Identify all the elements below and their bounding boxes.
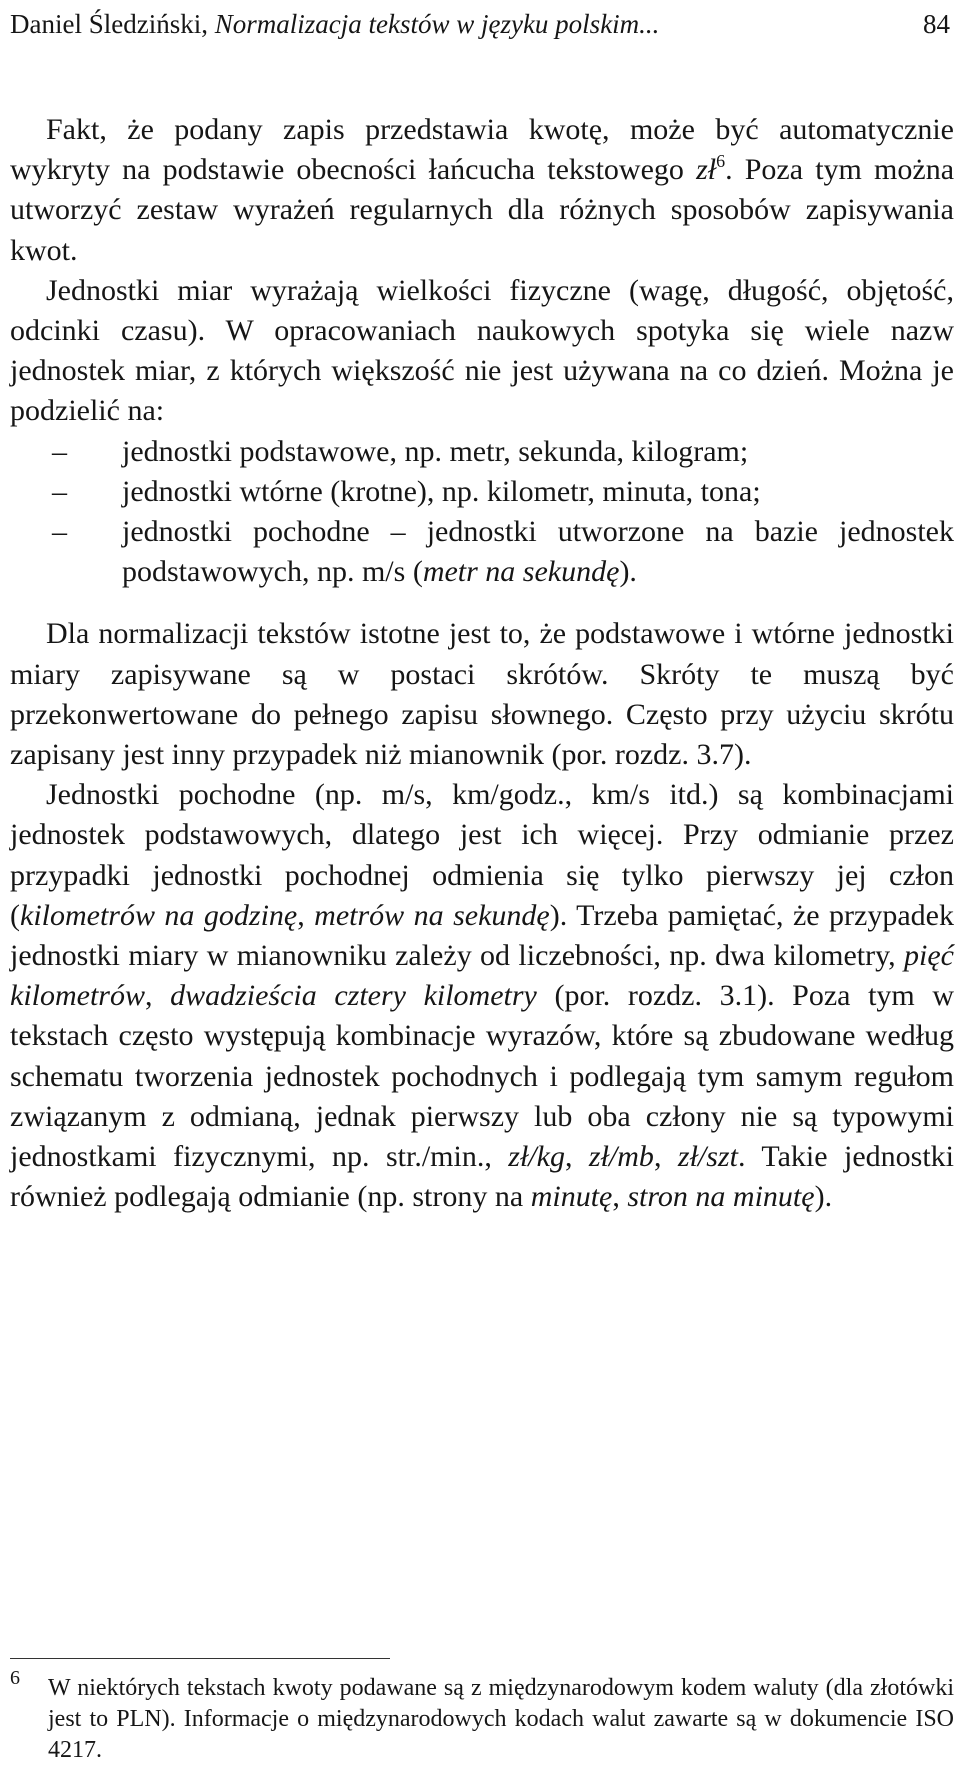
footnote xyxy=(10,1667,954,1766)
italic-example: stron na minutę xyxy=(627,1180,815,1214)
footnote-text: W niektórych tekstach kwoty podawane są z międzynarodowym kodem waluty (dla złotówki jest to PLN). Informacje o międzynarodowych kodach walut zawarte są w dokumencie ISO 4217. xyxy=(48,1675,954,1763)
unit-types-list xyxy=(10,432,954,593)
paragraph-text: . Poza tym można utworzyć zestaw wyrażeń regularnych dla różnych sposobów zapisywania kwot. xyxy=(10,153,955,267)
italic-example: metrów na sekundę xyxy=(314,898,550,932)
paragraph-derived-units xyxy=(10,775,954,1217)
footnote-reference[interactable]: 6 xyxy=(716,151,726,172)
paragraph-text: (por. rozdz. 3.1). Poza tym w tekstach często występują kombinacje wyrazów, które są zbudowane według schematu tworzenia jednostek pochodnych i podlegają tym samym regułom związanym z odmianą, jednak pierwszy lub oba człony nie są typowymi jednostkami fizycznymi, np. str./min., xyxy=(10,979,954,1174)
italic-example: kilometrów na godzinę xyxy=(20,898,298,932)
footnote-number: 6 xyxy=(10,1667,20,1689)
italic-example: zł/kg xyxy=(508,1140,565,1174)
list-item-text: jednostki pochodne – jednostki utworzone na bazie jednostek podstawowych, np. m/s ( xyxy=(122,515,954,589)
paragraph-text: ). Trzeba pamiętać, że przypadek jednostki miary w mianowniku zależy od liczebności, np. dwa kilometry, xyxy=(10,898,954,973)
paragraph-text: Jednostki pochodne (np. m/s, km/godz., km/s itd.) są kombinacjami jednostek podstawowych, dlatego jest ich więcej. Przy odmianie przez przypadki jednostki pochodnej odmienia się tylko pierwszy jej człon ( xyxy=(10,778,954,932)
currency-symbol: zł xyxy=(696,153,717,187)
paragraph-text: , xyxy=(297,898,315,932)
header-citation xyxy=(10,4,659,44)
list-item xyxy=(122,512,954,592)
paragraph-text: , xyxy=(145,979,171,1013)
list-item: – jednostki podstawowe, np. metr, sekunda, kilogram; xyxy=(122,432,954,472)
paragraph-text: Fakt, że podany zapis przedstawia kwotę, może być automatycznie wykryty na podstawie obecności łańcucha tekstowego xyxy=(10,113,954,187)
paragraph-text: , xyxy=(653,1140,678,1174)
running-header xyxy=(10,4,950,44)
italic-example: pięć kilometrów xyxy=(10,939,954,1013)
paragraph-units-intro: Jednostki miar wyrażają wielkości fizyczne (wagę, długość, objętość, odcinki czasu). W opracowaniach naukowych spotyka się wiele nazw jednostek miar, z których większość nie jest używana na co dzień. Można je podzielić na: xyxy=(10,273,954,428)
body-text xyxy=(10,110,954,1217)
paragraph-currency xyxy=(10,110,954,271)
paragraph-text: , xyxy=(612,1180,628,1214)
list-item: – jednostki wtórne (krotne), np. kilometr, minuta, tona; xyxy=(122,472,954,512)
italic-example: dwadzieścia cztery kilometry xyxy=(170,979,537,1013)
paragraph-text: . Takie jednostki również podlegają odmianie (np. strony na xyxy=(10,1140,955,1214)
header-title: Normalizacja tekstów w języku polskim... xyxy=(214,9,660,39)
footnote-divider xyxy=(10,1658,390,1659)
page-number: 84 xyxy=(923,9,950,39)
italic-example: metr na sekundę xyxy=(422,555,620,589)
list-item-text: ). xyxy=(619,555,637,589)
paragraph-text: , xyxy=(564,1140,589,1174)
paragraph-text: ). xyxy=(814,1180,833,1214)
italic-example: zł/mb xyxy=(588,1140,654,1174)
italic-example: minutę xyxy=(530,1180,613,1214)
header-author: Daniel Śledziński, xyxy=(10,9,208,39)
paragraph-abbreviations: Dla normalizacji tekstów istotne jest to, że podstawowe i wtórne jednostki miary zapisywane są w postaci skrótów. Skróty te muszą być przekonwertowane do pełnego zapisu słownego. Często przy użyciu skrótu zapisany jest inny przypadek niż mianownik (por. rozdz. 3.7). xyxy=(10,617,954,772)
italic-example: zł/szt xyxy=(677,1140,738,1174)
